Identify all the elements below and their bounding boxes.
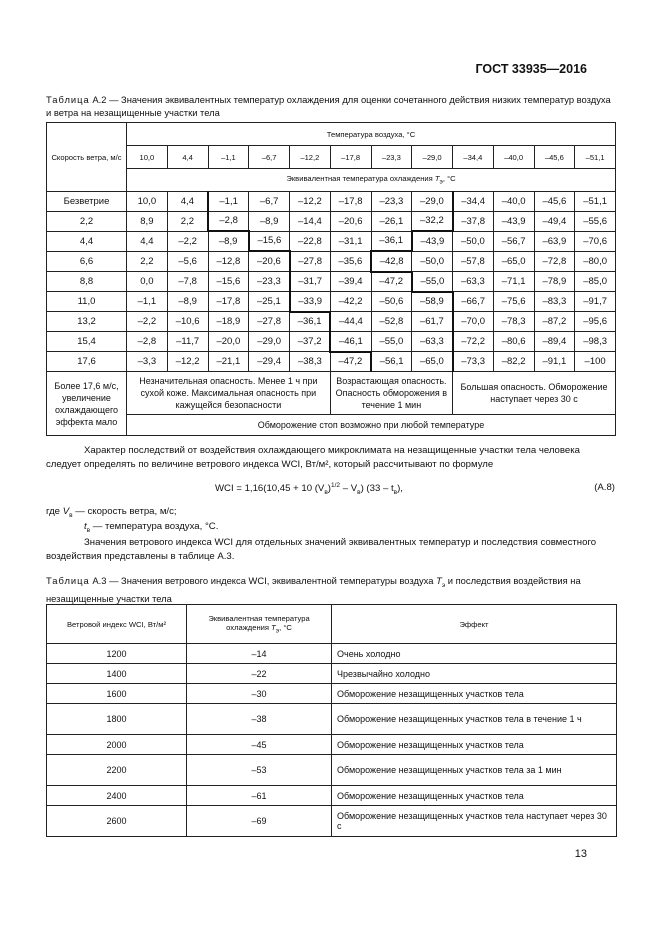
equiv-temp-cell: –100 bbox=[575, 352, 616, 372]
equiv-temp-cell: –80,6 bbox=[493, 332, 534, 352]
formula-number: (А.8) bbox=[594, 482, 615, 493]
air-temp-col-header: –29,0 bbox=[412, 146, 453, 169]
air-temp-col-header: –45,6 bbox=[534, 146, 575, 169]
equiv-temp-cell: –43,9 bbox=[412, 231, 453, 251]
equiv-temp-cell: –47,2 bbox=[330, 352, 371, 372]
equiv-temp-cell: –8,9 bbox=[167, 292, 208, 312]
equiv-temp-header: Эквивалентная температура охлаждения $T_э$, °С bbox=[127, 169, 616, 192]
equiv-temp-cell: –83,3 bbox=[534, 292, 575, 312]
footer-mid-danger: Возрастающая опасность. Опасность обморожения в течение 1 мин bbox=[330, 372, 452, 415]
footer-note: Обморожение стоп возможно при любой температуре bbox=[127, 415, 616, 436]
paragraph-wci: Характер последствий от воздействия охлаждающего микроклимата на незащищенные участки тела человека следует определять по величине ветрового индекса WCI, Вт/м², который рассчитывают по формуле bbox=[46, 445, 580, 470]
equiv-temp-cell: –27,8 bbox=[249, 312, 290, 332]
equiv-temp-cell: –72,2 bbox=[453, 332, 494, 352]
table-a2-caption: Таблица А.2 — Значения эквивалентных температур охлаждения для оценки сочетанного действия низких температур воздуха и ветра на незащищенные участки тела bbox=[46, 94, 611, 118]
table-row bbox=[47, 644, 617, 664]
equiv-temp-cell: –63,3 bbox=[453, 272, 494, 292]
effect-cell: Обморожение незащищенных участков тела наступает через 30 с bbox=[332, 806, 617, 837]
equiv-temp-cell: –33,9 bbox=[290, 292, 331, 312]
equiv-temp-cell: –40,0 bbox=[493, 192, 534, 212]
wind-speed-cell: 15,4 bbox=[47, 332, 127, 352]
equiv-temp-cell: –56,1 bbox=[371, 352, 412, 372]
equiv-temp-cell: –3,3 bbox=[127, 352, 168, 372]
air-temp-col-header: 10,0 bbox=[127, 146, 168, 169]
wind-speed-cell: 4,4 bbox=[47, 231, 127, 251]
equiv-temp-cell: –20,0 bbox=[208, 332, 249, 352]
table-row bbox=[47, 192, 616, 212]
equiv-temp-cell: –91,7 bbox=[575, 292, 616, 312]
effect-cell: Обморожение незащищенных участков тела bbox=[332, 684, 617, 704]
equiv-temp-cell: –57,8 bbox=[453, 251, 494, 272]
air-temp-col-header: –51,1 bbox=[575, 146, 616, 169]
equiv-temp-cell: –10,6 bbox=[167, 312, 208, 332]
equiv-temp-cell: –34,4 bbox=[453, 192, 494, 212]
equiv-temp-cell: –8,9 bbox=[208, 231, 249, 251]
table-row bbox=[47, 332, 616, 352]
wci-cell: 1800 bbox=[47, 704, 187, 735]
equiv-temp-cell: –55,6 bbox=[575, 211, 616, 231]
footer-high-danger: Большая опасность. Обморожение наступает через 30 с bbox=[453, 372, 616, 415]
where-line-2: $t_в$ — температура воздуха, °С. bbox=[84, 521, 219, 534]
equiv-temp-cell: –29,4 bbox=[249, 352, 290, 372]
equiv-temp-cell: –53 bbox=[187, 755, 332, 786]
equiv-temp-cell: –65,0 bbox=[412, 352, 453, 372]
effect-cell: Обморожение незащищенных участков тела bbox=[332, 735, 617, 755]
equiv-temp-cell: –38 bbox=[187, 704, 332, 735]
air-temp-col-header: –1,1 bbox=[208, 146, 249, 169]
equiv-temp-cell: –61,7 bbox=[412, 312, 453, 332]
equiv-temp-cell: –37,8 bbox=[453, 211, 494, 231]
equiv-temp-cell: 2,2 bbox=[127, 251, 168, 272]
equiv-temp-cell: –69 bbox=[187, 806, 332, 837]
equiv-temp-cell: –46,1 bbox=[330, 332, 371, 352]
table-row bbox=[47, 312, 616, 332]
table-row bbox=[47, 211, 616, 231]
equiv-temp-cell: –23,3 bbox=[371, 192, 412, 212]
equiv-temp-cell: –42,2 bbox=[330, 292, 371, 312]
wind-speed-cell: 13,2 bbox=[47, 312, 127, 332]
equiv-temp-cell: –42,8 bbox=[371, 251, 412, 272]
equiv-temp-cell: –20,6 bbox=[330, 211, 371, 231]
equiv-temp-cell: –2,2 bbox=[127, 312, 168, 332]
equiv-temp-cell: –36,1 bbox=[371, 231, 412, 251]
equiv-temp-cell: –70,6 bbox=[575, 231, 616, 251]
table-row bbox=[47, 352, 616, 372]
wind-speed-cell: 11,0 bbox=[47, 292, 127, 312]
equiv-temp-cell: –14,4 bbox=[290, 211, 331, 231]
wind-speed-cell: 17,6 bbox=[47, 352, 127, 372]
equiv-temp-cell: –52,8 bbox=[371, 312, 412, 332]
equiv-temp-cell: –50,0 bbox=[453, 231, 494, 251]
equiv-temp-cell: –71,1 bbox=[493, 272, 534, 292]
wci-cell: 2000 bbox=[47, 735, 187, 755]
equiv-temp-cell: 4,4 bbox=[127, 231, 168, 251]
equiv-temp-cell: –1,1 bbox=[127, 292, 168, 312]
equiv-temp-cell: –82,2 bbox=[493, 352, 534, 372]
wci-header: Ветровой индекс WCI, Вт/м² bbox=[47, 605, 187, 644]
table-row bbox=[47, 735, 617, 755]
equiv-temp-cell: 10,0 bbox=[127, 192, 168, 212]
equiv-temp-cell: –11,7 bbox=[167, 332, 208, 352]
equiv-temp-cell: –22 bbox=[187, 664, 332, 684]
equiv-temp-cell: –31,7 bbox=[290, 272, 331, 292]
table-row bbox=[47, 806, 617, 837]
equiv-temp-cell: –44,4 bbox=[330, 312, 371, 332]
equiv-temp-cell: –87,2 bbox=[534, 312, 575, 332]
equiv-temp-cell: –63,9 bbox=[534, 231, 575, 251]
air-temp-col-header: –34,4 bbox=[453, 146, 494, 169]
wind-speed-cell: 8,8 bbox=[47, 272, 127, 292]
air-temp-col-header: –40,0 bbox=[493, 146, 534, 169]
equiv-temp-cell: –25,1 bbox=[249, 292, 290, 312]
air-temp-col-header: 4,4 bbox=[167, 146, 208, 169]
equiv-temp-cell: –78,3 bbox=[493, 312, 534, 332]
equiv-temp-cell: –2,8 bbox=[127, 332, 168, 352]
effect-cell: Чрезвычайно холодно bbox=[332, 664, 617, 684]
equiv-temp-cell: –50,6 bbox=[371, 292, 412, 312]
equiv-temp-cell: –8,9 bbox=[249, 211, 290, 231]
equiv-temp-cell: –66,7 bbox=[453, 292, 494, 312]
table-row bbox=[47, 786, 617, 806]
equiv-temp-cell: –1,1 bbox=[208, 192, 249, 212]
equiv-temp-cell: –2,2 bbox=[167, 231, 208, 251]
equiv-temp-cell: –38,3 bbox=[290, 352, 331, 372]
wci-cell: 2200 bbox=[47, 755, 187, 786]
table-row bbox=[47, 704, 617, 735]
equiv-temp-cell: –7,8 bbox=[167, 272, 208, 292]
table-row bbox=[47, 231, 616, 251]
equiv-temp-cell: –35,6 bbox=[330, 251, 371, 272]
effect-cell: Обморожение незащищенных участков тела bbox=[332, 786, 617, 806]
table-row bbox=[47, 755, 617, 786]
equiv-temp-cell: –32,2 bbox=[412, 211, 453, 231]
equiv-temp-cell: –85,0 bbox=[575, 272, 616, 292]
equiv-temp-cell: –89,4 bbox=[534, 332, 575, 352]
table-a2 bbox=[46, 122, 616, 436]
footer-wind: Более 17,6 м/с, увеличение охлаждающего эффекта мало bbox=[47, 372, 127, 436]
wci-cell: 2400 bbox=[47, 786, 187, 806]
equiv-temp-cell: 8,9 bbox=[127, 211, 168, 231]
wind-speed-cell: 6,6 bbox=[47, 251, 127, 272]
equiv-temp-cell: –14 bbox=[187, 644, 332, 664]
equiv-temp-cell: –15,6 bbox=[249, 231, 290, 251]
equiv-temp-cell: –31,1 bbox=[330, 231, 371, 251]
air-temp-col-header: –23,3 bbox=[371, 146, 412, 169]
equiv-temp-cell: –49,4 bbox=[534, 211, 575, 231]
equiv-temp-cell: –2,8 bbox=[208, 211, 249, 231]
equiv-temp-cell: –61 bbox=[187, 786, 332, 806]
wci-cell: 1200 bbox=[47, 644, 187, 664]
equiv-temp-cell: –37,2 bbox=[290, 332, 331, 352]
equiv-temp-cell: –91,1 bbox=[534, 352, 575, 372]
effect-cell: Обморожение незащищенных участков тела за 1 мин bbox=[332, 755, 617, 786]
table-row bbox=[47, 684, 617, 704]
table-a3-caption: Таблица А.3 — Значения ветрового индекса WCI, эквивалентной температуры воздуха $T_э$ и последствия воздействия на незащищенные участки тела bbox=[46, 575, 581, 604]
air-temp-header: Температура воздуха, °С bbox=[127, 123, 616, 146]
table-row bbox=[47, 272, 616, 292]
equiv-temp-cell: –17,8 bbox=[330, 192, 371, 212]
equiv-temp-cell: –65,0 bbox=[493, 251, 534, 272]
equiv-temp-cell: –80,0 bbox=[575, 251, 616, 272]
where-line-1: где $V_в$ — скорость ветра, м/с; bbox=[46, 506, 177, 519]
equiv-temp-cell: 4,4 bbox=[167, 192, 208, 212]
equiv-temp-cell: –30 bbox=[187, 684, 332, 704]
paragraph-table-a3: Значения ветрового индекса WCI для отдельных значений эквивалентных температур и последствия совместного воздействия представлены в таблице А.3. bbox=[46, 537, 597, 562]
air-temp-col-header: –17,8 bbox=[330, 146, 371, 169]
equiv-temp-cell: –51,1 bbox=[575, 192, 616, 212]
equiv-temp-cell: –56,7 bbox=[493, 231, 534, 251]
equiv-temp-cell: –15,6 bbox=[208, 272, 249, 292]
equiv-temp-cell: –29,0 bbox=[412, 192, 453, 212]
footer-low-danger: Незначительная опасность. Менее 1 ч при сухой коже. Максимальная опасность при кажущейся безопасности bbox=[127, 372, 331, 415]
equiv-temp-col-header: Эквивалентная температура охлаждения $T_э$, °С bbox=[187, 605, 332, 644]
table-row bbox=[47, 292, 616, 312]
table-a3 bbox=[46, 604, 617, 837]
equiv-temp-cell: –20,6 bbox=[249, 251, 290, 272]
table-row bbox=[47, 664, 617, 684]
equiv-temp-cell: –27,8 bbox=[290, 251, 331, 272]
page-number: 13 bbox=[574, 848, 587, 860]
equiv-temp-cell: –39,4 bbox=[330, 272, 371, 292]
wind-speed-header: Скорость ветра, м/с bbox=[47, 123, 127, 192]
equiv-temp-cell: –45 bbox=[187, 735, 332, 755]
equiv-temp-cell: –12,8 bbox=[208, 251, 249, 272]
equiv-temp-cell: –45,6 bbox=[534, 192, 575, 212]
wci-cell: 1400 bbox=[47, 664, 187, 684]
equiv-temp-cell: –47,2 bbox=[371, 272, 412, 292]
equiv-temp-cell: –29,0 bbox=[249, 332, 290, 352]
equiv-temp-cell: –18,9 bbox=[208, 312, 249, 332]
equiv-temp-cell: –23,3 bbox=[249, 272, 290, 292]
equiv-temp-cell: –5,6 bbox=[167, 251, 208, 272]
effect-cell: Очень холодно bbox=[332, 644, 617, 664]
equiv-temp-cell: –12,2 bbox=[167, 352, 208, 372]
equiv-temp-cell: 0,0 bbox=[127, 272, 168, 292]
equiv-temp-cell: –58,9 bbox=[412, 292, 453, 312]
table-row bbox=[47, 251, 616, 272]
equiv-temp-cell: –55,0 bbox=[371, 332, 412, 352]
equiv-temp-cell: –50,0 bbox=[412, 251, 453, 272]
standard-number: ГОСТ 33935—2016 bbox=[475, 62, 587, 76]
equiv-temp-cell: –72,8 bbox=[534, 251, 575, 272]
equiv-temp-cell: –70,0 bbox=[453, 312, 494, 332]
equiv-temp-cell: –17,8 bbox=[208, 292, 249, 312]
formula-a8: WCI = 1,16(10,45 + 10 $(V_в)^{1/2} - V_в$) $(33 - t_в)$, bbox=[215, 482, 403, 497]
equiv-temp-cell: –36,1 bbox=[290, 312, 331, 332]
equiv-temp-cell: –75,6 bbox=[493, 292, 534, 312]
equiv-temp-cell: –6,7 bbox=[249, 192, 290, 212]
equiv-temp-cell: –95,6 bbox=[575, 312, 616, 332]
effect-header: Эффект bbox=[332, 605, 617, 644]
effect-cell: Обморожение незащищенных участков тела в течение 1 ч bbox=[332, 704, 617, 735]
equiv-temp-cell: 2,2 bbox=[167, 211, 208, 231]
air-temp-col-header: –12,2 bbox=[290, 146, 331, 169]
equiv-temp-cell: –43,9 bbox=[493, 211, 534, 231]
equiv-temp-cell: –78,9 bbox=[534, 272, 575, 292]
equiv-temp-cell: –98,3 bbox=[575, 332, 616, 352]
equiv-temp-cell: –21,1 bbox=[208, 352, 249, 372]
equiv-temp-cell: –73,3 bbox=[453, 352, 494, 372]
wci-cell: 2600 bbox=[47, 806, 187, 837]
air-temp-col-header: –6,7 bbox=[249, 146, 290, 169]
wind-speed-cell: 2,2 bbox=[47, 211, 127, 231]
wind-speed-cell: Безветрие bbox=[47, 192, 127, 212]
equiv-temp-cell: –63,3 bbox=[412, 332, 453, 352]
equiv-temp-cell: –26,1 bbox=[371, 211, 412, 231]
wci-cell: 1600 bbox=[47, 684, 187, 704]
equiv-temp-cell: –55,0 bbox=[412, 272, 453, 292]
equiv-temp-cell: –12,2 bbox=[290, 192, 331, 212]
equiv-temp-cell: –22,8 bbox=[290, 231, 331, 251]
